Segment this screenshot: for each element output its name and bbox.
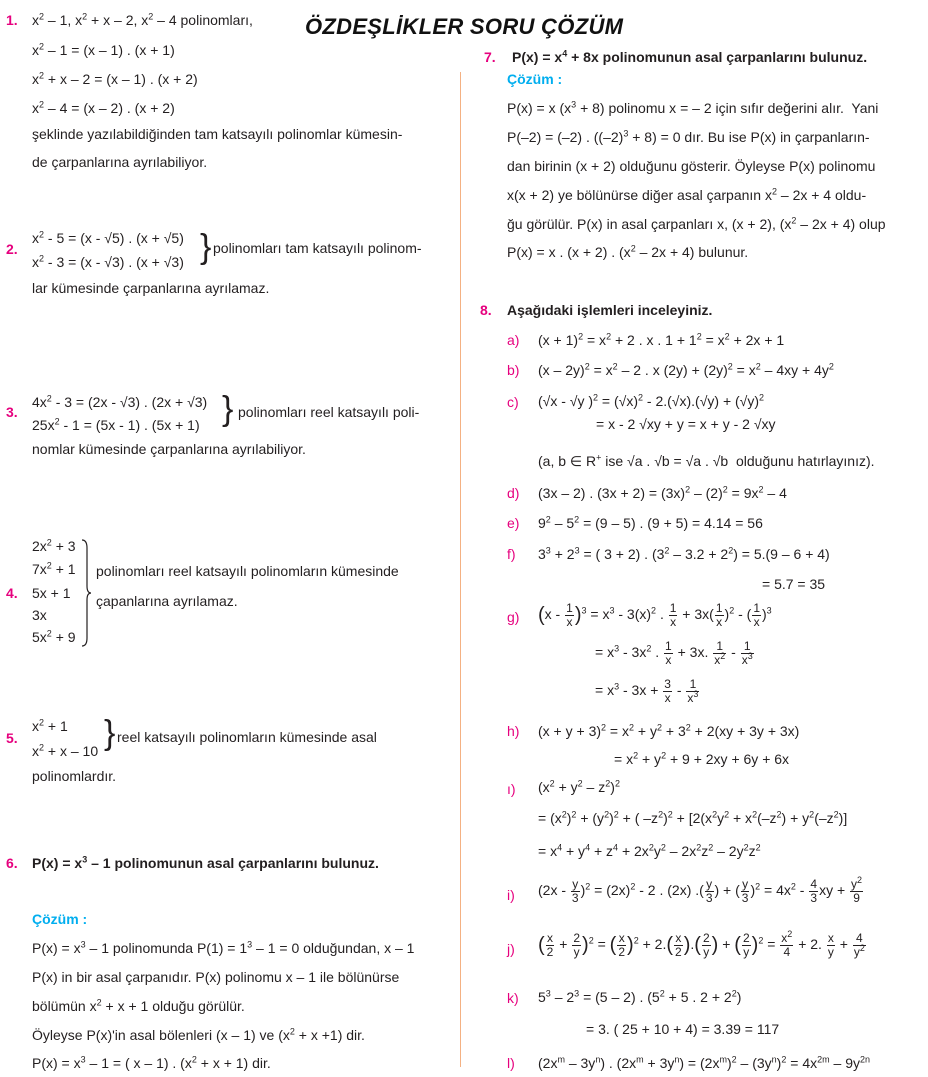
page-title: ÖZDEŞLİKLER SORU ÇÖZÜM (305, 14, 624, 39)
q5-poly-1: $x^2 + 1$ (32, 717, 68, 734)
q7-line-3: dan birinin (x + 2) olduğunu gösterir. Öyleyse P(x) polinomu (507, 158, 876, 174)
q6-solution-label: Çözüm : (32, 911, 88, 927)
q8-i-expr-1: $(x^2 + y^2 - z^2)^2$ (538, 778, 620, 795)
column-divider (460, 72, 461, 1067)
q4-poly-2: $7x^2 + 1$ (32, 560, 76, 577)
q8-h-expr-2: = $x^2 + y^2 + 9 + 2xy + 6y + 6x$ (614, 750, 790, 767)
q8-c-label: c) (507, 394, 519, 410)
q8-c-expr-2: = x - 2 √xy + y = x + y - 2 √xy (596, 416, 776, 432)
q8-l-expr: $(2x^m - 3y^n)$ . $(2x^m + 3y^n) = (2x^m)^2 - (3y^n)^2 = 4x^{2m} - 9y^{2n}$ (538, 1054, 870, 1071)
q8-e-label: e) (507, 515, 520, 531)
q2-brace: } (200, 228, 212, 266)
q4-text-1: polinomları reel katsayılı polinomların kümesinde (96, 563, 399, 579)
q7-solution-label: Çözüm : (507, 71, 563, 87)
q4-brace (80, 538, 92, 648)
q1-line-3: $x^2 + x - 2 = (x - 1)$ . (x + 2) (32, 70, 198, 87)
q4-poly-5: $5x^2 + 9$ (32, 628, 76, 645)
q3-eq-2: $25x^2 - 1 = (5x - 1)$ . (5x + 1) (32, 416, 200, 433)
item-number-6: 6. (6, 855, 18, 871)
q2-eq-1: $x^2 - 5 = (x - √5)$ . (x + √5) (32, 229, 184, 246)
q8-g-expr-2: = $x^3 - 3x^2$ . $\frac{1}{x}$ + 3x. $\frac{1}{x^2}$ - $\frac{1}{x^3}$ (595, 639, 753, 667)
q8-b-label: b) (507, 362, 520, 378)
q8-i-label: i) (507, 887, 515, 903)
item-number-2: 2. (6, 241, 18, 257)
q8-g-expr-3: = $x^3 - 3x$ + $\frac{3}{x}$ - $\frac{1}{x^3}$ (595, 677, 699, 705)
q6-line-2: P(x) in bir asal çarpanıdır. P(x) polinomu x – 1 ile bölünürse (32, 969, 400, 985)
q2-eq-2: $x^2 - 3 = (x - √3)$ . (x + √3) (32, 253, 184, 270)
q6-question: $P(x) = x^3 - 1$ polinomunun asal çarpanlarını bulunuz. (32, 854, 379, 871)
q5-brace: } (104, 714, 116, 752)
q5-text-1: reel katsayılı polinomların kümesinde asal (117, 729, 377, 745)
q8-g-label: g) (507, 609, 520, 625)
q3-text-1: polinomları reel katsayılı poli- (238, 404, 420, 420)
q7-line-2: P(–2) = (–2) . $((-2)^3 + 8) = 0$ dır. Bu ise P(x) in çarpanların- (507, 128, 870, 145)
q7-question: $P(x) = x^4 + 8x$ polinomunun asal çarpanlarını bulunuz. (512, 48, 868, 65)
q8-l-label: l) (507, 1055, 515, 1071)
q7-line-6: P(x) = x . (x + 2) . $(x^2 - 2x + 4)$ bulunur. (507, 243, 749, 260)
q1-line-5: şeklinde yazılabildiğinden tam katsayılı polinomlar kümesin- (32, 126, 403, 142)
item-number-8: 8. (480, 302, 492, 318)
q3-text-2: nomlar kümesinde çarpanlarına ayrılabiliyor. (32, 441, 306, 457)
q8-i2-expr: (2x - $\frac{y}{3}$ )$^2 = (2x)^2 - 2$ . (2x) .( $\frac{y}{3}$ ) + ( $\frac{y}{3}$ )$^2 = 4x^2$ - $\frac{4}{3}$ xy + $\frac{y^2}{9}$ (538, 875, 863, 905)
q6-line-3: bölümün $x^2 + x + 1$ olduğu görülür. (32, 997, 245, 1014)
q1-line-6: de çarpanlarına ayrılabiliyor. (32, 154, 208, 170)
q6-line-5: $P(x) = x^3 - 1$ = ( x – 1) . $(x^2 + x + 1)$ dir. (32, 1054, 271, 1071)
q8-d-label: d) (507, 485, 520, 501)
q4-poly-3: 5x + 1 (32, 585, 71, 601)
q8-h-expr-1: $(x + y + 3)^2 = x^2 + y^2 + 3^2 + 2(xy + 3y + 3x)$ (538, 722, 800, 739)
q5-poly-2: $x^2 + x - 10$ (32, 742, 99, 759)
q1-line-1: $x^2 - 1$, $x^2 + x - 2$, $x^2 - 4$ polinomları, (32, 11, 253, 28)
q8-k-expr-2: = 3. ( 25 + 10 + 4) = 3.39 = 117 (586, 1021, 780, 1037)
q8-a-expr: $(x + 1)^2 = x^2 + 2$ . x . $1 + 1^2 = x^2 + 2x + 1$ (538, 331, 785, 348)
item-number-7: 7. (484, 49, 496, 65)
q8-h-label: h) (507, 723, 520, 739)
q8-i-expr-2: = $(x^2)^2 + (y^2)^2$ + ( $-z^2)^2 + [2(x^2y^2 + x^2(-z^2) + y^2(-z^2)]$ (538, 809, 848, 826)
q8-c-expr-1: (√x - √y )$^2 = (√x)^2 - 2.(√x).(√y) + (√y)^2$ (538, 392, 765, 409)
q8-j-label: j) (507, 941, 515, 957)
q8-g-expr-1: (x - $\frac{1}{x}$ )$^3 = x^3 - 3(x)^2$ . $\frac{1}{x}$ + 3x( $\frac{1}{x}$ )$^2$ - ( $\frac{1}{x}$ )$^3$ (538, 601, 772, 629)
q4-poly-1: $2x^2 + 3$ (32, 537, 76, 554)
item-number-4: 4. (6, 585, 18, 601)
q1-line-2: $x^2 - 1 = (x - 1)$ . (x + 1) (32, 41, 175, 58)
item-number-3: 3. (6, 404, 18, 420)
q7-line-5: ğu görülür. P(x) in asal çarpanları x, (x + 2), $(x^2 - 2x + 4)$ olup (507, 215, 886, 232)
q1-line-4: $x^2 - 4 = (x - 2)$ . (x + 2) (32, 99, 175, 116)
q8-i-expr-3: = $x^4 + y^4 + z^4 + 2x^2y^2 - 2x^2z^2 - 2y^2z^2$ (538, 842, 761, 859)
q6-line-1: $P(x) = x^3 - 1$ polinomunda $P(1) = 1^3 - 1 = 0$ olduğundan, x – 1 (32, 939, 415, 956)
q8-f-label: f) (507, 546, 516, 562)
q2-text-1: polinomları tam katsayılı polinom- (213, 240, 422, 256)
q5-text-2: polinomlardır. (32, 768, 117, 784)
q8-f-expr-2: = 5.7 = 35 (762, 576, 826, 592)
q8-j-expr: ( $\frac{x}{2}$ + $\frac{2}{y}$ )$^2$ = ( $\frac{x}{2}$ )$^2$ + 2.( $\frac{x}{2}$ ).( $\frac{2}{y}$ ) + ( $\frac{2}{y}$ )$^2$ = $\frac{x^2}{4}$ + 2. $\frac{x}{y}$ + $\frac{4}{y^2}$ (538, 929, 865, 959)
item-number-1: 1. (6, 12, 18, 28)
q8-a-label: a) (507, 332, 520, 348)
q8-c-note: (a, b ∈ R+ ise √a . √b = √a . √b olduğunu hatırlayınız). (538, 452, 875, 469)
q8-i-dotless-label: ı) (507, 781, 516, 797)
q3-brace: } (222, 390, 234, 428)
q8-d-expr: (3x – 2) . $(3x + 2) = (3x)^2 - (2)^2 = 9x^2 - 4$ (538, 484, 787, 501)
item-number-5: 5. (6, 730, 18, 746)
q8-k-label: k) (507, 990, 519, 1006)
q8-question: Aşağıdaki işlemleri inceleyiniz. (507, 302, 713, 318)
q4-poly-4: 3x (32, 607, 47, 623)
q8-k-expr-1: $5^3 - 2^3 = (5 - 2)$ . ($5^2 + 5$ . $2 + 2^2$) (538, 988, 742, 1005)
q7-line-4: x(x + 2) ye bölünürse diğer asal çarpanın $x^2 - 2x + 4$ oldu- (507, 186, 867, 203)
q8-b-expr: $(x - 2y)^2 = x^2 - 2$ . x $(2y) + (2y)^2 = x^2 - 4xy + 4y^2$ (538, 361, 834, 378)
q4-text-2: çapanlarına ayrılamaz. (96, 593, 238, 609)
q8-f-expr-1: $3^3 + 2^3$ = ( 3 + 2) . $(3^2 - 3.2 + 2^2) = 5.(9 - 6 + 4)$ (538, 545, 830, 562)
q8-e-expr: $9^2 - 5^2 = (9 - 5)$ . (9 + 5) = 4.14 = 56 (538, 514, 763, 531)
q2-text-2: lar kümesinde çarpanlarına ayrılamaz. (32, 280, 270, 296)
q3-eq-1: $4x^2 - 3 = (2x - √3)$ . (2x + √3) (32, 393, 208, 410)
q6-line-4: Öyleyse P(x)'in asal bölenleri (x – 1) ve $(x^2 + x +1)$ dir. (32, 1026, 365, 1043)
q7-line-1: P(x) = x $(x^3 + 8)$ polinomu x = – 2 için sıfır değerini alır. Yani (507, 99, 879, 116)
